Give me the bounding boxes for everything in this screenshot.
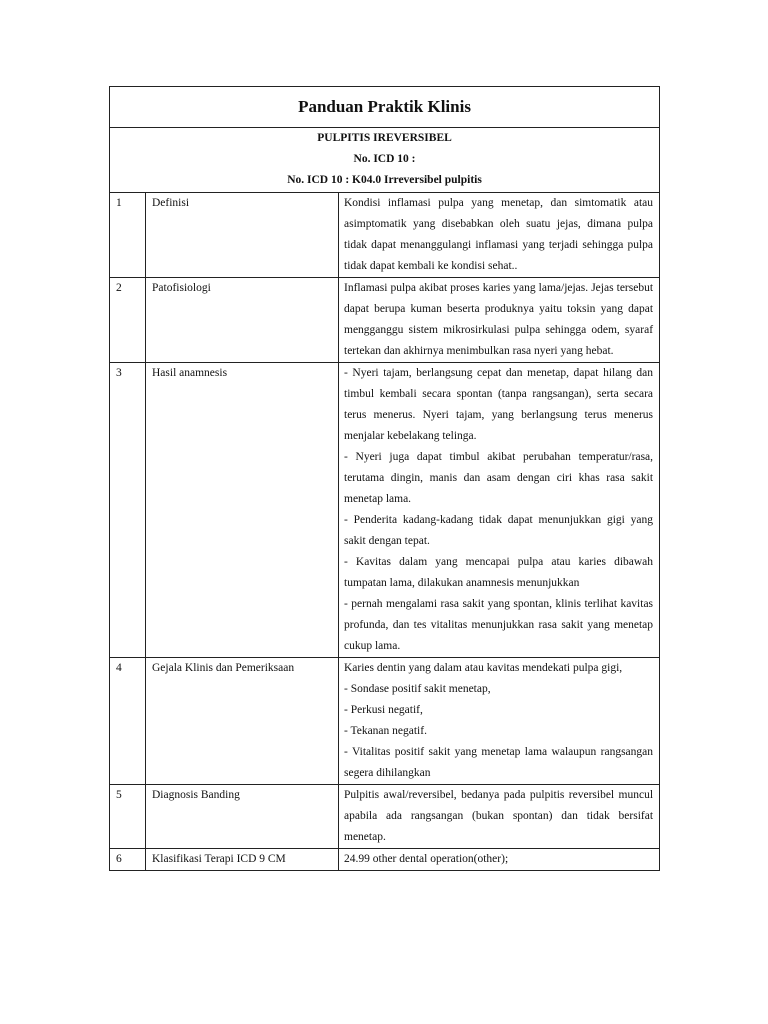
row-number: 6 xyxy=(110,849,146,871)
icd-code: No. ICD 10 : K04.0 Irreversibel pulpitis xyxy=(287,174,482,186)
table-row xyxy=(110,193,660,278)
row-label: Patofisiologi xyxy=(146,278,339,363)
header-cell xyxy=(110,128,660,193)
icd-code-empty: No. ICD 10 : xyxy=(353,153,416,165)
row-label: Definisi xyxy=(146,193,339,278)
content-paragraph: Inflamasi pulpa akibat proses karies yang lama/jejas. Jejas tersebut dapat berupa kuman beserta produknya yaitu toksin yang dapat mengganggu sistem mikrosirkulasi pulpa sehingga odem, syaraf tertekan dan akhirnya menimbulkan rasa nyeri yang hebat. xyxy=(344,282,654,357)
row-number: 3 xyxy=(110,363,146,658)
content-paragraph: Pulpitis awal/reversibel, bedanya pada pulpitis reversibel muncul apabila ada rangsangan (bukan spontan) dan tidak bersifat menetap. xyxy=(344,789,654,843)
disease-name: PULPITIS IREVERSIBEL xyxy=(317,132,452,144)
content-paragraph: - Sondase positif sakit menetap, xyxy=(344,683,491,695)
row-content xyxy=(339,278,660,363)
guideline-rows xyxy=(110,193,660,871)
table-row xyxy=(110,785,660,849)
content-paragraph: - Nyeri tajam, berlangsung cepat dan menetap, dapat hilang dan timbul kembali secara spontan (tanpa rangsangan), serta secara terus menerus. Nyeri tajam, yang berlangsung terus menerus menjalar kebelakang telinga. xyxy=(344,367,654,442)
content-paragraph: - Penderita kadang-kadang tidak dapat menunjukkan gigi yang sakit dengan tepat. xyxy=(344,514,654,547)
content-paragraph: - Perkusi negatif, xyxy=(344,704,423,716)
row-content xyxy=(339,785,660,849)
title-cell xyxy=(110,87,660,128)
row-label: Diagnosis Banding xyxy=(146,785,339,849)
row-label: Hasil anamnesis xyxy=(146,363,339,658)
row-content xyxy=(339,193,660,278)
content-paragraph: - pernah mengalami rasa sakit yang spontan, klinis terlihat kavitas profunda, dan tes vitalitas menunjukkan rasa sakit yang menetap cukup lama. xyxy=(344,598,654,652)
header-row xyxy=(110,128,660,193)
row-number: 4 xyxy=(110,658,146,785)
title-row xyxy=(110,87,660,128)
table-row xyxy=(110,278,660,363)
row-content xyxy=(339,849,660,871)
document-title: Panduan Praktik Klinis xyxy=(298,96,471,116)
content-paragraph: - Tekanan negatif. xyxy=(344,725,427,737)
row-number: 5 xyxy=(110,785,146,849)
table-row xyxy=(110,849,660,871)
content-paragraph: 24.99 other dental operation(other); xyxy=(344,853,509,865)
table-row xyxy=(110,363,660,658)
guideline-table xyxy=(109,86,660,871)
content-paragraph: - Kavitas dalam yang mencapai pulpa atau karies dibawah tumpatan lama, dilakukan anamnesis menunjukkan xyxy=(344,556,654,589)
row-content xyxy=(339,363,660,658)
row-content xyxy=(339,658,660,785)
clinical-guideline-document xyxy=(109,86,659,871)
content-paragraph: Karies dentin yang dalam atau kavitas mendekati pulpa gigi, xyxy=(344,662,623,674)
content-paragraph: - Vitalitas positif sakit yang menetap lama walaupun rangsangan segera dihilangkan xyxy=(344,746,654,779)
table-row xyxy=(110,658,660,785)
row-number: 1 xyxy=(110,193,146,278)
row-label: Gejala Klinis dan Pemeriksaan xyxy=(146,658,339,785)
content-paragraph: Kondisi inflamasi pulpa yang menetap, dan simtomatik atau asimptomatik yang disebabkan oleh suatu jejas, dimana pulpa tidak dapat menanggulangi inflamasi yang terjadi sehingga pulpa tidak dapat kembali ke kondisi sehat.. xyxy=(344,197,654,272)
row-number: 2 xyxy=(110,278,146,363)
row-label: Klasifikasi Terapi ICD 9 CM xyxy=(146,849,339,871)
content-paragraph: - Nyeri juga dapat timbul akibat perubahan temperatur/rasa, terutama dingin, manis dan asam dengan ciri khas rasa sakit menetap lama. xyxy=(344,451,654,505)
